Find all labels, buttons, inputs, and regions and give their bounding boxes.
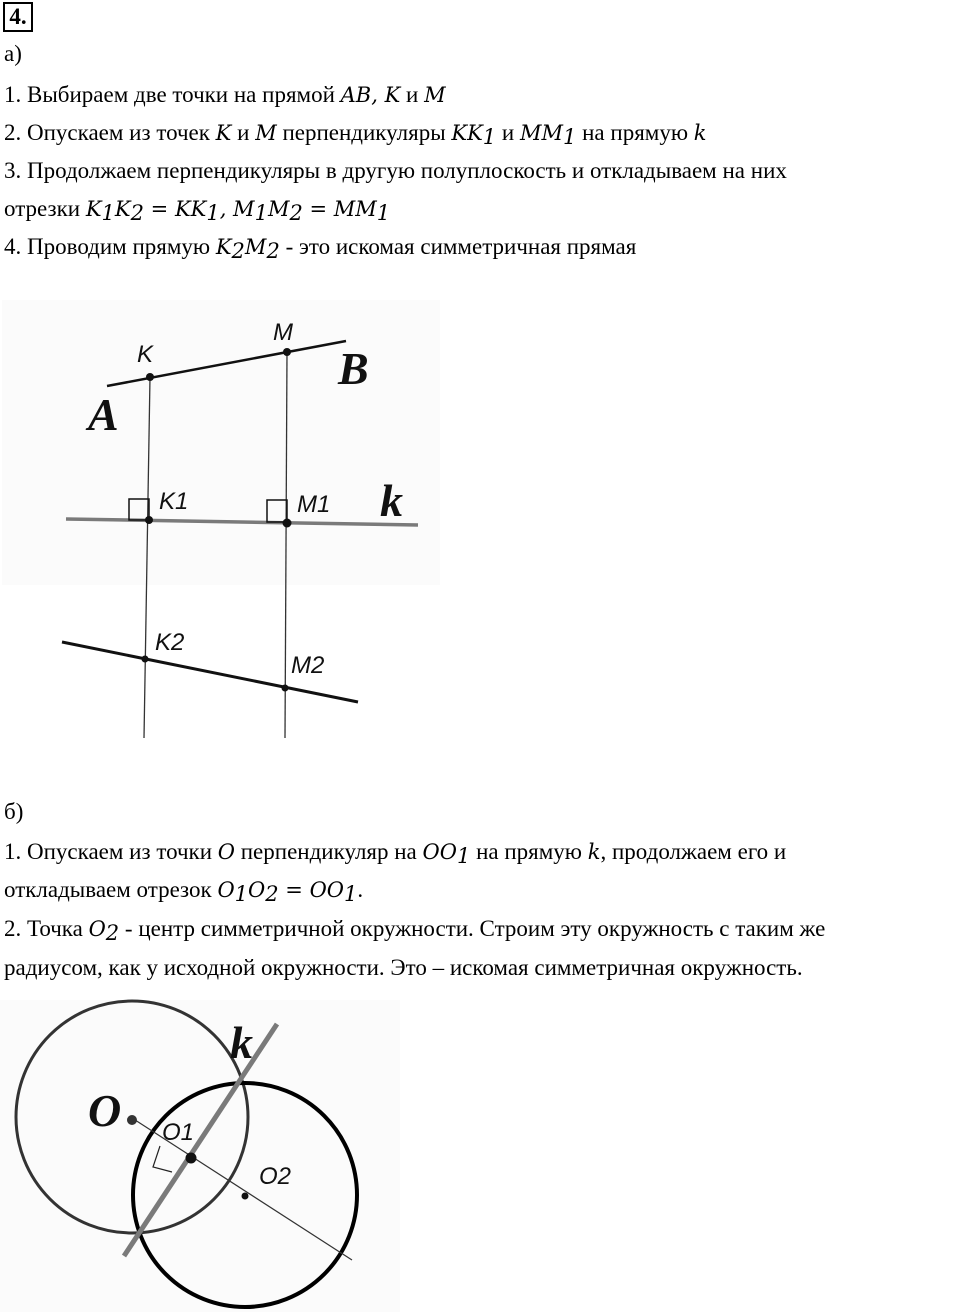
label-m: M xyxy=(273,319,293,346)
label-line-k: k xyxy=(230,1017,253,1068)
part-b-line-4: радиусом, как у исходной окружности. Это – искомая симметричная окружность. xyxy=(4,955,803,980)
label-o1: O1 xyxy=(162,1119,195,1146)
part-a-label: а) xyxy=(4,41,22,66)
label-o: O xyxy=(88,1085,122,1136)
step-3: 3. Продолжаем перпендикуляры в другую полуплоскость и откладываем на них xyxy=(4,158,787,183)
step-4: 4. Проводим прямую $K_2M_2$ - это искомая симметричная прямая xyxy=(4,234,637,263)
point-o xyxy=(127,1115,137,1125)
part-b-line-2: откладываем отрезок $O_1O_2 = OO_1$. xyxy=(4,877,364,906)
problem-number: 4. xyxy=(3,2,33,32)
point-m1 xyxy=(283,519,292,528)
label-k2: K2 xyxy=(155,629,185,656)
label-m1: M1 xyxy=(297,491,331,518)
point-k1 xyxy=(145,516,153,524)
point-o2 xyxy=(242,1193,249,1200)
point-k xyxy=(146,373,154,381)
point-k2 xyxy=(142,656,149,663)
label-line-k: k xyxy=(380,475,403,526)
label-k: K xyxy=(137,341,154,368)
label-o2: O2 xyxy=(259,1163,292,1190)
step-2: 2. Опускаем из точек K и M перпендикуляры $KK_1$ и $MM_1$ на прямую k xyxy=(4,120,707,149)
step-1: 1. Выбираем две точки на прямой AB, K и M xyxy=(4,82,446,107)
figure-a xyxy=(0,300,460,750)
point-m xyxy=(283,348,291,356)
label-m2: M2 xyxy=(291,652,325,679)
step-3-cont: отрезки $K_1K_2 = KK_1$, $M_1M_2 = MM_1$ xyxy=(4,196,391,225)
part-b-line-3: 2. Точка $O_2$ - центр симметричной окружности. Строим эту окружность с таким же xyxy=(4,916,826,945)
label-a: A xyxy=(88,389,119,440)
part-b-line-1: 1. Опускаем из точки O перпендикуляр на $OO_1$ на прямую k, продолжаем его и xyxy=(4,839,787,868)
point-m2 xyxy=(282,685,289,692)
part-b-label: б) xyxy=(4,799,24,824)
point-o1 xyxy=(186,1153,197,1164)
figure-b xyxy=(0,1000,420,1312)
label-k1: K1 xyxy=(159,488,189,515)
label-b: B xyxy=(338,343,369,394)
